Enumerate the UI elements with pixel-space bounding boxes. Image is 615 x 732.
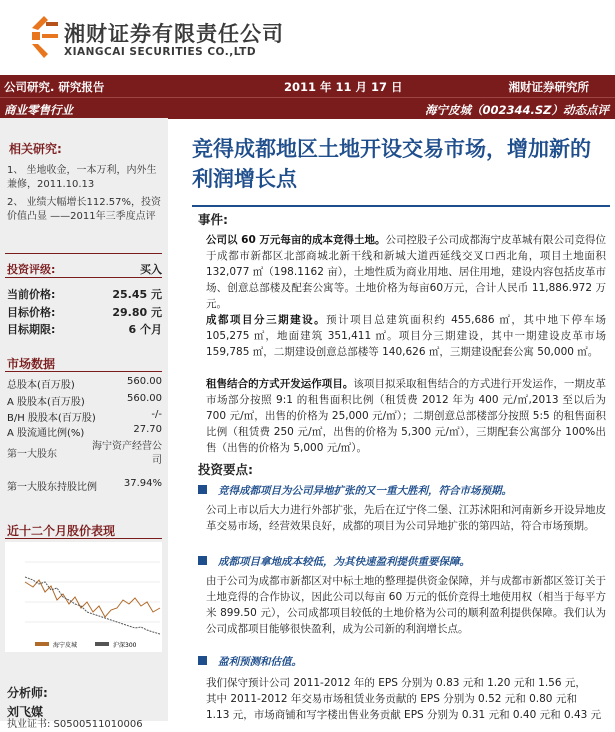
event-lead-2: 成都项目分三期建设。 <box>206 314 327 326</box>
market-value: 560.00 <box>127 393 162 404</box>
sector-bar <box>0 97 615 119</box>
major-holder-value: 海宁资产经营公司 <box>92 441 162 466</box>
price-value: 29.80 元 <box>112 306 162 319</box>
eps-line-3: 1.13 元，市场商铺和写字楼出售业务贡献 EPS 分别为 0.31 元和 0.40 元和 0.43 元 <box>206 709 602 721</box>
invest-heading: 投资要点: <box>198 462 253 477</box>
report-date: 2011 年 11 月 17 日 <box>284 80 403 94</box>
bullet-2-paragraph: 由于公司为成都市新都区对中标土地的整理提供资金保障，并与成都市新都区签订关于土地竞得的合作协议，因此公司以每亩 60 万元的低价竞得土地使用权（相当于每平方米 899.50 元），公司成都项目较低的土地价格为公司的顺利盈利提供保障。我们认为公司成都项目能够很快盈利，成为公司新的利润增长点。 <box>206 575 606 635</box>
market-row <box>7 374 162 390</box>
bullet-square-icon <box>198 485 207 494</box>
report-type: 公司研究. 研究报告 <box>4 80 105 94</box>
bullet-1 <box>198 483 615 498</box>
event-lead-3: 租售结合的方式开发运作项目。 <box>206 378 354 390</box>
bullet-3-text: 盈利预测和估值。 <box>218 656 302 668</box>
rating-value: 买入 <box>140 263 162 276</box>
holder-pct-value: 37.94% <box>123 478 162 489</box>
price-value: 25.45 元 <box>112 288 162 301</box>
market-row <box>7 407 162 423</box>
industry-label: 商业零售行业 <box>4 103 73 117</box>
event-text-2: 预计项目总建筑面积约 455,686 ㎡，其中地下停车场 105,275 ㎡，地面建筑 351,411 ㎡。项目分三期建设，其中一期建设皮革市场 159,785 ㎡，二期建设创意总部楼等 140,626 ㎡，三期建设配套公寓 50,000 ㎡。 <box>206 314 606 358</box>
market-label: B/H 股股本(百万股) <box>7 413 96 424</box>
event-text-1: 公司控股子公司成都海宁皮革城有限公司竞得位于成都市新都区北部商城北新干线和新城大道西延线交叉口西北角，项目土地面积 132,077 ㎡（198.1162 亩），土地性质为商业用地、居住用地，建设内容包括皮革市场、创意总部楼及配套公寓等。土地价格为每亩60万元，合计人民币 11,886.972 万元。 <box>206 234 606 310</box>
market-value: 560.00 <box>127 376 162 387</box>
analyst-cert: 执业证书: S0500511010006 <box>7 719 143 730</box>
event-paragraph-3 <box>206 376 606 456</box>
event-lead-1: 公司以 60 万元每亩的成本竞得土地。 <box>206 234 386 246</box>
price-row <box>7 302 162 318</box>
market-label: A 股流通比例(%) <box>7 428 85 439</box>
related-research-title: 相关研究: <box>9 142 62 156</box>
research-institute: 湘财证券研究所 <box>508 80 589 94</box>
stock-price-chart <box>5 542 162 652</box>
market-label: A 股股本(百万股) <box>7 397 85 408</box>
event-heading: 事件: <box>198 212 228 227</box>
bullet-2-text: 成都项目拿地成本较低，为其快速盈利提供重要保障。 <box>218 556 470 568</box>
market-value: -/- <box>151 409 162 420</box>
analyst-name: 刘飞媒 <box>7 705 44 719</box>
event-text-3: 该项目拟采取租售结合的方式进行开发运作，一期皮革市场部分按照 9:1 的租售面积比例（租赁费 2012 年为 400 元/㎡,2013 至以后为 700 元/㎡，出售的价格为 25,000 元/㎡）；二期创意总部楼部分按照 5:5 的租售面积比例（租赁费 250 元/㎡，出售的价格为 5,300 元/㎡），三期配套公寓部分 100%出售（出售的价格为 5,000 元/㎡）。 <box>206 378 607 454</box>
market-row <box>7 422 162 438</box>
event-paragraph-2 <box>206 312 606 360</box>
eps-line-2: 其中 2011-2012 年交易市场租赁业务贡献的 EPS 分别为 0.52 元和 0.80 元和 <box>206 693 577 705</box>
analyst-label: 分析师: <box>7 686 48 700</box>
bullet-3 <box>198 654 615 669</box>
info-bar <box>0 75 615 97</box>
price-row <box>7 284 162 300</box>
price-label: 目标期限: <box>7 323 56 336</box>
company-name-cn: 湘财证券有限责任公司 <box>64 22 284 46</box>
sidebar <box>0 118 168 730</box>
price-value: 6 个月 <box>128 323 162 336</box>
bullet-square-icon <box>198 556 207 565</box>
market-value: 27.70 <box>133 424 162 435</box>
event-paragraph-1 <box>206 232 606 312</box>
price-chart-title: 近十二个月股价表现 <box>7 524 116 538</box>
major-holder-label: 第一大股东 <box>7 449 57 460</box>
company-name-en: XIANGCAI SECURITIES CO.,LTD <box>64 46 257 58</box>
market-data-title: 市场数据 <box>7 357 56 371</box>
price-label: 目标价格: <box>7 306 56 319</box>
price-row <box>7 319 162 335</box>
market-row <box>7 391 162 407</box>
bullet-2 <box>198 554 615 569</box>
rating-label: 投资评级: <box>7 263 56 276</box>
related-item-1: 1、 坐地收金，一本万利，内外生兼修，2011.10.13 <box>7 165 157 190</box>
report-header <box>0 0 615 75</box>
bullet-1-paragraph: 公司上市以后大力进行外部扩张，先后在辽宁佟二堡、江苏沭阳和河南新乡开设异地皮革交易市场，经营效果良好，成都的项目为公司异地扩张的第四站，符合市场预期。 <box>206 504 606 532</box>
holder-pct-row <box>7 476 162 492</box>
rating-row <box>7 259 162 275</box>
company-logo-icon <box>30 14 60 62</box>
holder-pct-label: 第一大股东持股比例 <box>7 482 97 493</box>
bullet-square-icon <box>198 656 207 665</box>
price-label: 当前价格: <box>7 288 56 301</box>
legend-label: 沪深300 <box>113 642 137 649</box>
eps-line-1: 我们保守预计公司 2011-2012 年的 EPS 分别为 0.83 元和 1.20 元和 1.56 元， <box>206 677 586 689</box>
market-label: 总股本(百万股) <box>7 380 75 391</box>
bullet-1-text: 竞得成都项目为公司异地扩张的又一重大胜利，符合市场预期。 <box>218 485 512 497</box>
report-title: 竞得成都地区土地开设交易市场，增加新的利润增长点 <box>192 137 591 191</box>
company-review-label: 海宁皮城（002344.SZ）动态点评 <box>425 103 609 117</box>
related-item-2: 2、 业绩大幅增长112.57%，投资价值凸显 ——2011年三季度点评 <box>7 197 162 222</box>
legend-label: 海宁皮城 <box>53 642 78 649</box>
